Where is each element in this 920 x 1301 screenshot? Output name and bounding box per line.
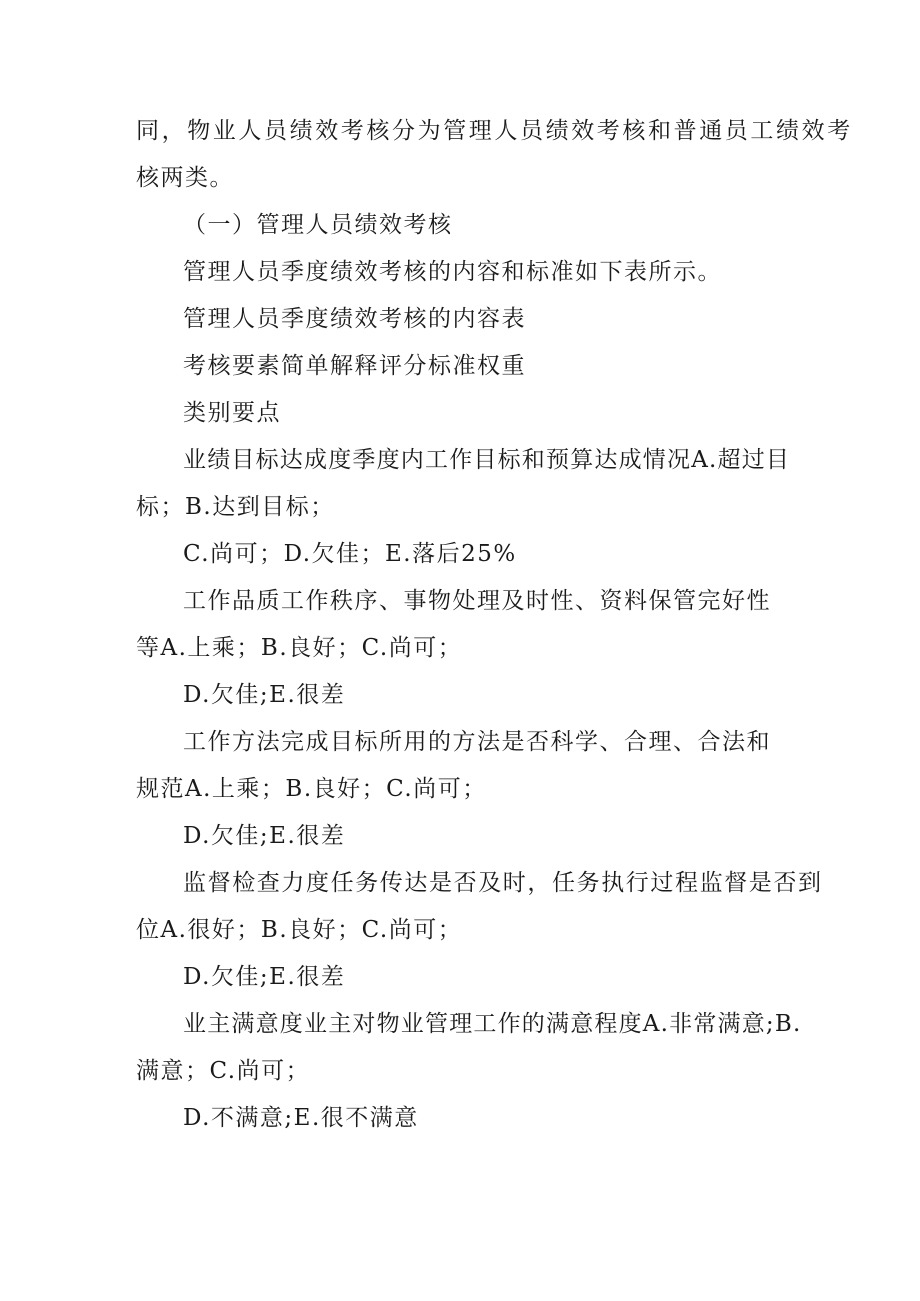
table-row-line: 等A.上乘；B.良好；C.尚可； [136,635,463,661]
table-row-line: D.欠佳;E.很差 [183,823,346,849]
table-title: 管理人员季度绩效考核的内容表 [183,306,526,332]
table-row-line: 业绩目标达成度季度内工作目标和预算达成情况A.超过目 [183,447,791,473]
table-row-line: 位A.很好；B.良好；C.尚可； [136,917,463,943]
table-row-line: D.不满意;E.很不满意 [183,1105,419,1131]
table-row-line: 工作方法完成目标所用的方法是否科学、合理、合法和 [183,729,771,755]
paragraph-line: 同，物业人员绩效考核分为管理人员绩效考核和普通员工绩效考 [136,118,853,144]
table-header-line: 考核要素简单解释评分标准权重 [183,353,526,379]
table-row-line: 满意；C.尚可； [136,1058,311,1084]
table-row-line: 工作品质工作秩序、事物处理及时性、资料保管完好性 [183,588,771,614]
table-row-line: 规范A.上乘；B.良好；C.尚可； [136,776,487,802]
table-row-line: D.欠佳;E.很差 [183,964,346,990]
table-row-line: 业主满意度业主对物业管理工作的满意程度A.非常满意;B. [183,1011,802,1037]
table-row-line: 监督检查力度任务传达是否及时，任务执行过程监督是否到 [183,870,823,896]
paragraph-line: 核两类。 [136,165,234,191]
section-heading: （一）管理人员绩效考核 [183,212,453,238]
table-row-line: 标；B.达到目标； [136,494,335,520]
paragraph-line: 管理人员季度绩效考核的内容和标准如下表所示。 [183,259,722,285]
table-row-line: C.尚可；D.欠佳；E.落后25% [183,541,517,567]
table-row-line: D.欠佳;E.很差 [183,682,346,708]
table-header-line: 类别要点 [183,400,281,426]
